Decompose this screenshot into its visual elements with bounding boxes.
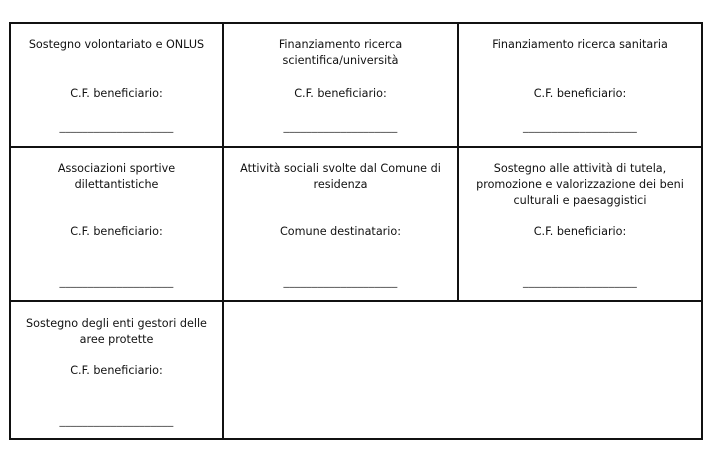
option-attivita-sociali-comune[interactable]	[224, 148, 459, 302]
option-aree-protette[interactable]	[11, 302, 224, 440]
beneficiary-label: C.F. beneficiario:	[70, 87, 163, 100]
destination-grid	[9, 22, 703, 440]
empty-cell	[224, 302, 703, 440]
option-title: Sostegno volontariato e ONLUS	[28, 38, 205, 51]
option-title: Finanziamento ricerca sanitaria	[492, 38, 668, 51]
option-ricerca-scientifica[interactable]	[224, 24, 459, 148]
beneficiary-input-line[interactable]: ____________________	[59, 414, 174, 427]
beneficiary-label: C.F. beneficiario:	[533, 87, 627, 100]
option-title: Finanziamento ricerca scientifica/università	[278, 38, 403, 67]
beneficiary-input-line[interactable]: ____________________	[59, 275, 174, 288]
option-ricerca-sanitaria[interactable]	[459, 24, 703, 148]
option-beni-culturali[interactable]	[459, 148, 703, 302]
option-title: Sostegno degli enti gestori delle aree protette	[26, 317, 207, 346]
municipality-input-line[interactable]: ____________________	[283, 275, 398, 288]
municipality-label: Comune destinatario:	[280, 225, 401, 238]
beneficiary-label: C.F. beneficiario:	[70, 225, 163, 238]
option-title: Sostegno alle attività di tutela, promozione e valorizzazione dei beni culturali e paesaggistici	[476, 162, 684, 207]
option-associazioni-sportive[interactable]	[11, 148, 224, 302]
beneficiary-input-line[interactable]: ____________________	[59, 120, 174, 133]
beneficiary-label: C.F. beneficiario:	[533, 225, 627, 238]
option-title: Associazioni sportive dilettantistiche	[57, 162, 176, 191]
option-volontariato-onlus[interactable]	[11, 24, 224, 148]
beneficiary-input-line[interactable]: ____________________	[283, 120, 398, 133]
beneficiary-label: C.F. beneficiario:	[70, 364, 163, 377]
beneficiary-input-line[interactable]: ____________________	[523, 275, 637, 288]
beneficiary-label: C.F. beneficiario:	[294, 87, 387, 100]
beneficiary-input-line[interactable]: ____________________	[523, 120, 637, 133]
option-title: Attività sociali svolte dal Comune di residenza	[240, 162, 441, 191]
